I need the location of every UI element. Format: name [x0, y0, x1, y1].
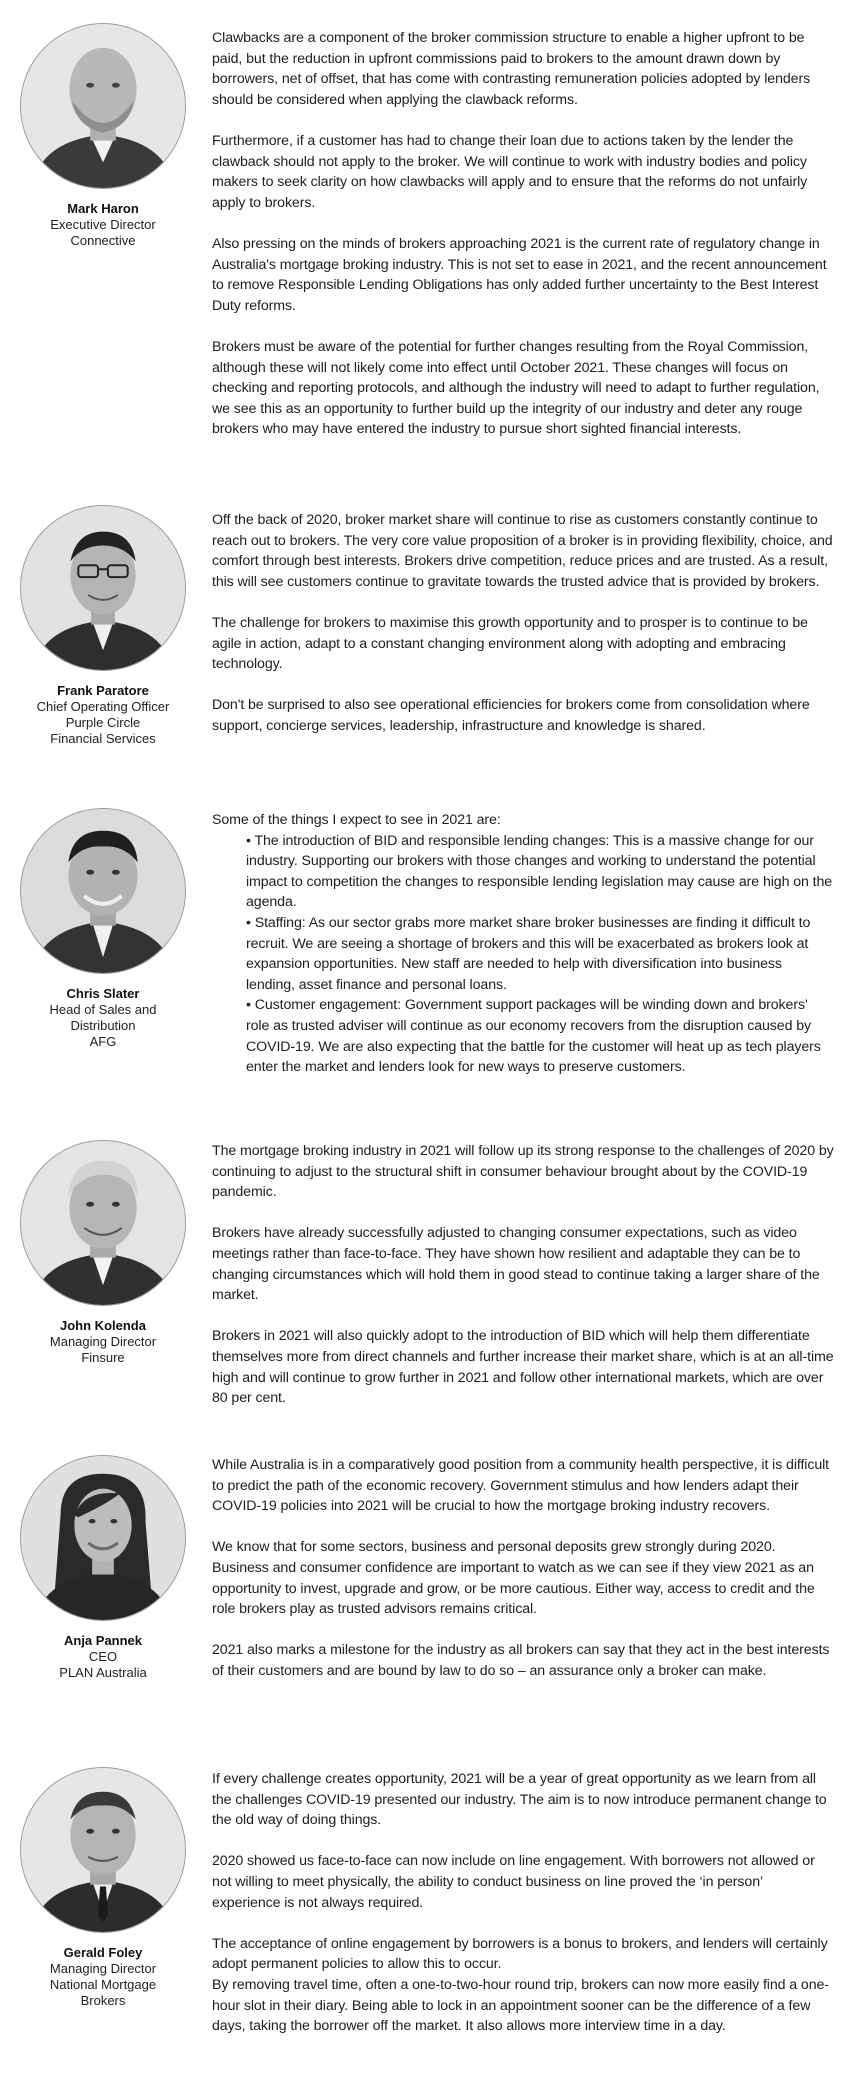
- list-item: • Staffing: As our sector grabs more market share broker businesses are finding it difficult to recruit. We are seeing a shortage of brokers and this will be exacerbated as brokers look at expansion opportunities. New staff are needed to help with diversification into business lending, asset finance and personal loans.: [246, 914, 811, 993]
- portrait-icon: [21, 1141, 185, 1305]
- bullet-list: [246, 831, 834, 1078]
- paragraph: Don't be surprised to also see operational efficiencies for brokers come from consolidation where support, concierge services, leadership, infrastructure and knowledge is shared.: [212, 697, 810, 734]
- person-company: Finsure: [81, 1350, 125, 1365]
- paragraph: Brokers have already successfully adjusted to changing consumer expectations, such as video meetings rather than face-to-face. They have shown how resilient and adaptable they can be to changing circumstances which will hold them in good stead to continue taking a larger share of the market.: [212, 1225, 820, 1304]
- paragraph: Also pressing on the minds of brokers approaching 2021 is the current rate of regulatory change in Australia's mortgage broking industry. This is not set to ease in 2021, and the recent announcement to remove Responsible Lending Obligations has only added further uncertainty to the Best Interest Duty reforms.: [212, 235, 827, 314]
- profile-text: [212, 810, 834, 1078]
- profile-card: [18, 1455, 188, 1681]
- avatar-gerald-foley: [20, 1767, 186, 1933]
- portrait-icon: [21, 1768, 185, 1932]
- avatar-john-kolenda: [20, 1140, 186, 1306]
- person-role-line: Managing Director: [49, 1334, 157, 1349]
- avatar-frank-paratore: [20, 505, 186, 671]
- paragraph: We know that for some sectors, business and personal deposits grew strongly during 2020. Business and consumer confidence are important to watch as we can see if they view 2021 as an opportunity to invest, upgrade and grow, or be more cautious. Either way, access to credit and the role brokers play as trusted advisors remains critical.: [212, 1539, 815, 1618]
- paragraph: Off the back of 2020, broker market share will continue to rise as customers constantly continue to reach out to brokers. The very core value proposition of a broker is in providing flexibility, choice, and comfort through best interests. Brokers drive competition, reduce prices and are trusted. As a result, this will see customers continue to gravitate towards the trusted advice that is provided by brokers.: [212, 512, 833, 590]
- paragraph: If every challenge creates opportunity, 2021 will be a year of great opportunity as we learn from all the challenges COVID-19 presented our industry. The aim is to now introduce permanent change to the old way of doing things.: [212, 1771, 827, 1829]
- paragraph: The acceptance of online engagement by borrowers is a bonus to brokers, and lenders will certainly adopt permanent policies to allow this to occur.: [212, 1935, 828, 1973]
- paragraph: Clawbacks are a component of the broker commission structure to enable a higher upfront to be paid, but the reduction in upfront commissions paid to brokers to the amount drawn down by borrowers, net of offset, that has come with contrasting remuneration policies adopted by lenders should be considered when applying the clawback reforms.: [212, 30, 811, 108]
- person-role-line: Head of Sales and: [49, 1002, 157, 1017]
- avatar-chris-slater: [20, 808, 186, 974]
- paragraph: Brokers in 2021 will also quickly adopt to the introduction of BID which will help them differentiate themselves more from direct channels and further increase their market share, which is at an all-time high and will continue to grow further in 2021 and follow other international markets, which are over 80 per cent.: [212, 1328, 834, 1407]
- avatar-mark-haron: [20, 23, 186, 189]
- person-company: Connective: [70, 233, 136, 248]
- person-name: Gerald Foley: [63, 1945, 143, 1960]
- list-item: • The introduction of BID and responsible lending changes: This is a massive change for our industry. Supporting our brokers with those changes and working to understand the potential impact to competition the changes to responsible lending legislation may cause are high on the agenda.: [246, 832, 833, 911]
- profile-text: [212, 1141, 834, 1409]
- profile-text: [212, 28, 834, 440]
- portrait-icon: [21, 506, 185, 670]
- paragraph: While Australia is in a comparatively good position from a community health perspective, it is difficult to predict the path of the economic recovery. Government stimulus and how lenders adapt their COVID-19 policies into 2021 will be crucial to how the mortgage broking industry recovers.: [212, 1457, 830, 1515]
- portrait-icon: [21, 1456, 185, 1620]
- paragraph: The challenge for brokers to maximise this growth opportunity and to prosper is to continue to be agile in action, adapt to a constant changing environment along with adopting and embracing technology.: [212, 614, 808, 673]
- person-name: Mark Haron: [67, 201, 139, 216]
- profile-card: [18, 1767, 188, 2009]
- portrait-icon: [21, 24, 185, 188]
- person-role-line: Chief Operating Officer: [36, 699, 170, 714]
- paragraph: The mortgage broking industry in 2021 will follow up its strong response to the challenges of 2020 by continuing to adjust to the structural shift in consumer behaviour brought about by the COVID-19 pandemic.: [212, 1143, 834, 1201]
- profile-card: [18, 505, 188, 747]
- person-name: Frank Paratore: [57, 683, 149, 698]
- avatar-anja-pannek: [20, 1455, 186, 1621]
- paragraph: Brokers must be aware of the potential for further changes resulting from the Royal Commission, although these will not likely come into effect until October 2021. These changes will focus on checking and reporting protocols, and although the industry will need to adapt to further regulation, we see this as an opportunity to further build up the integrity of our industry and deter any rouge brokers who may have entered the industry to pursue short sighted financial interests.: [212, 338, 820, 438]
- person-company: PLAN Australia: [59, 1665, 147, 1680]
- paragraph: Furthermore, if a customer has had to change their loan due to actions taken by the lender the clawback should not apply to the broker. We will continue to work with industry bodies and policy makers to seek clarity on how clawbacks will apply and to ensure that the reforms do not unfairly apply to brokers.: [212, 132, 808, 211]
- paragraph: 2020 showed us face-to-face can now include on line engagement. With borrowers not allowed or not willing to meet physically, the ability to conduct business on line proved the ‘in person’ experience is not always required.: [212, 1853, 815, 1911]
- profile-text: [212, 1455, 834, 1682]
- person-role-line: CEO: [88, 1649, 118, 1664]
- profile-text: [212, 1769, 834, 2037]
- profile-card: [18, 23, 188, 249]
- person-company: Brokers: [80, 1993, 126, 2008]
- person-company: National Mortgage: [49, 1977, 157, 1992]
- paragraph: 2021 also marks a milestone for the industry as all brokers can say that they act in the best interests of their customers and are bound by law to do so – an assurance only a broker can make.: [212, 1642, 830, 1679]
- person-company: AFG: [89, 1034, 117, 1049]
- person-role-line: Executive Director: [50, 217, 156, 232]
- person-name: Anja Pannek: [63, 1633, 143, 1648]
- person-role-line: Distribution: [70, 1018, 136, 1033]
- person-role-line: Managing Director: [49, 1961, 157, 1976]
- paragraph: By removing travel time, often a one-to-two-hour round trip, brokers can now more easily find a one-hour slot in their diary. Being able to lock in an appointment sooner can be the difference of a few days, taking the borrower off the market. It also allows more interview time in a day.: [212, 1976, 829, 2035]
- portrait-icon: [21, 809, 185, 973]
- paragraph-intro: Some of the things I expect to see in 2021 are:: [212, 812, 501, 828]
- list-item: • Customer engagement: Government support packages will be winding down and brokers' role as trusted adviser will continue as our economy recovers from the disruption caused by COVID-19. We are also expecting that the battle for the customer will heat up as tech players enter the market and lenders look for new ways to preserve customers.: [246, 997, 821, 1076]
- person-company: Purple Circle: [65, 715, 141, 730]
- person-company: Financial Services: [50, 731, 156, 746]
- profile-text: [212, 510, 834, 737]
- profile-card: [18, 1140, 188, 1366]
- person-name: Chris Slater: [66, 986, 140, 1001]
- person-name: John Kolenda: [60, 1318, 146, 1333]
- profile-card: [18, 808, 188, 1050]
